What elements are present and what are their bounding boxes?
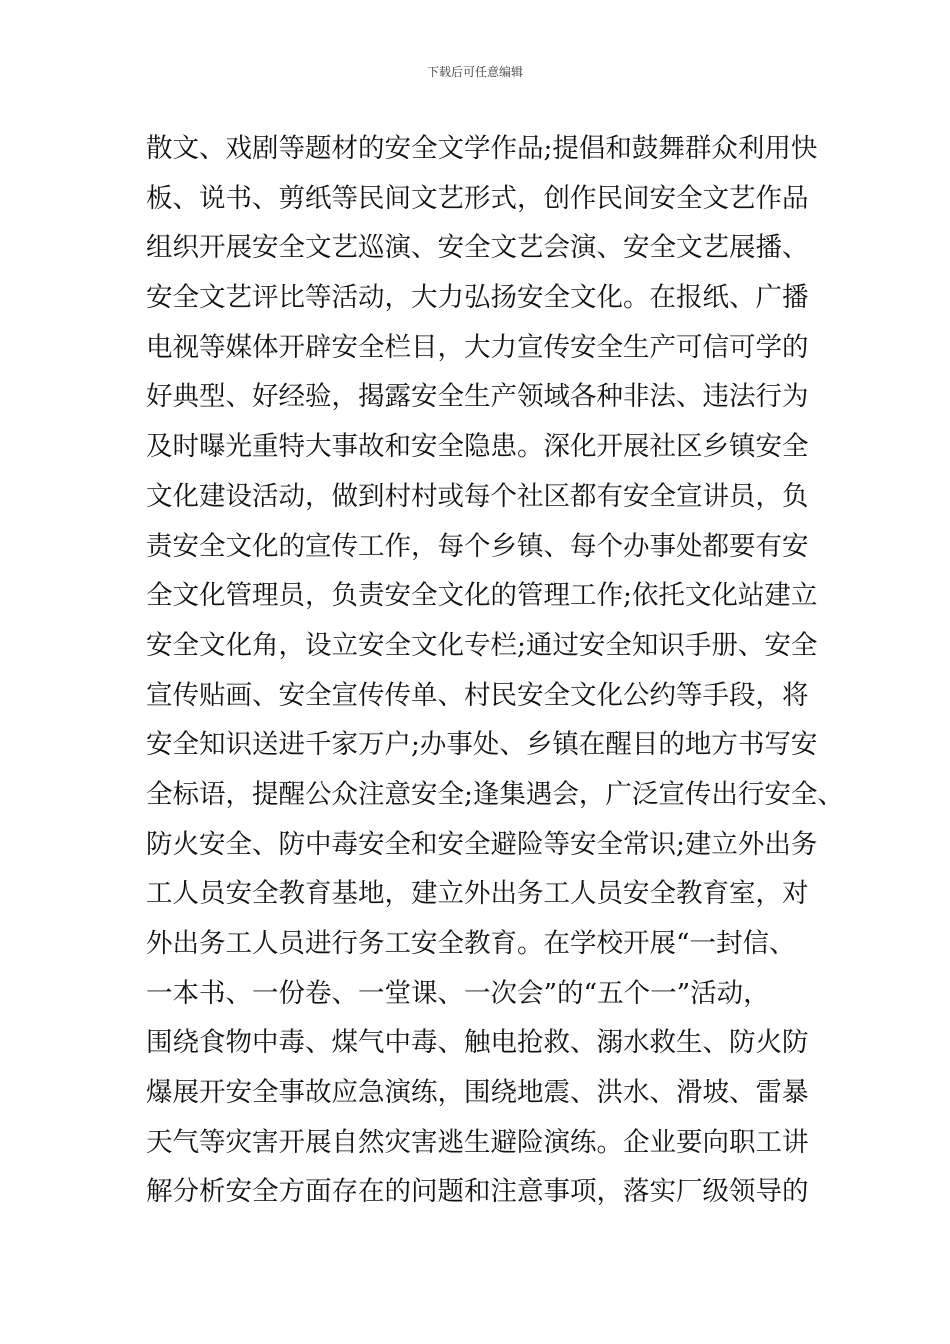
text-line: 围绕食物中毒、煤气中毒、触电抢救、溺水救生、防火防 — [146, 1027, 809, 1059]
text-line: 天气等灾害开展自然灾害逃生避险演练。企业要向职工讲 — [146, 1126, 809, 1158]
text-line: 责安全文化的宣传工作，每个乡镇、每个办事处都要有安 — [146, 530, 809, 562]
text-line: 爆展开安全事故应急演练，围绕地震、洪水、滑坡、雷暴 — [146, 1077, 809, 1109]
text-line: 安全文艺评比等活动，大力弘扬安全文化。在报纸、广播 — [146, 282, 809, 314]
text-line: 外出务工人员进行务工安全教育。在学校开展“一封信、 — [146, 928, 796, 959]
text-line: 安全文化角，设立安全文化专栏;通过安全知识手册、安全 — [146, 629, 818, 661]
text-line: 及时曝光重特大事故和安全隐患。深化开展社区乡镇安全 — [146, 431, 809, 463]
text-line: 安全知识送进千家万户;办事处、乡镇在醒目的地方书写安 — [146, 729, 818, 761]
text-line: 好典型、好经验，揭露安全生产领域各种非法、违法行为 — [146, 381, 809, 413]
text-line: 工人员安全教育基地，建立外出务工人员安全教育室，对 — [146, 878, 809, 910]
text-line: 组织开展安全文艺巡演、安全文艺会演、安全文艺展播、 — [146, 232, 809, 264]
text-line: 板、说书、剪纸等民间文艺形式，创作民间安全文艺作品 — [146, 182, 809, 214]
text-line: 全文化管理员，负责安全文化的管理工作;依托文化站建立 — [146, 580, 818, 612]
text-line: 解分析安全方面存在的问题和注意事项，落实厂级领导的 — [146, 1176, 809, 1208]
text-line: 文化建设活动，做到村村或每个社区都有安全宣讲员，负 — [146, 480, 809, 512]
text-line: 电视等媒体开辟安全栏目，大力宣传安全生产可信可学的 — [146, 331, 809, 363]
text-line: 散文、戏剧等题材的安全文学作品;提倡和鼓舞群众利用快 — [146, 133, 818, 164]
page-header: 下载后可任意编辑 — [426, 65, 523, 79]
text-line: 防火安全、防中毒安全和安全避险等安全常识;建立外出务 — [146, 828, 818, 860]
text-line: 一本书、一份卷、一堂课、一次会”的“五个一”活动， — [146, 977, 770, 1009]
document-body — [146, 124, 846, 1217]
text-line: 全标语，提醒公众注意安全;逢集遇会，广泛宣传出行安全、 — [146, 778, 844, 810]
text-line: 宣传贴画、安全宣传传单、村民安全文化公约等手段，将 — [146, 679, 809, 711]
